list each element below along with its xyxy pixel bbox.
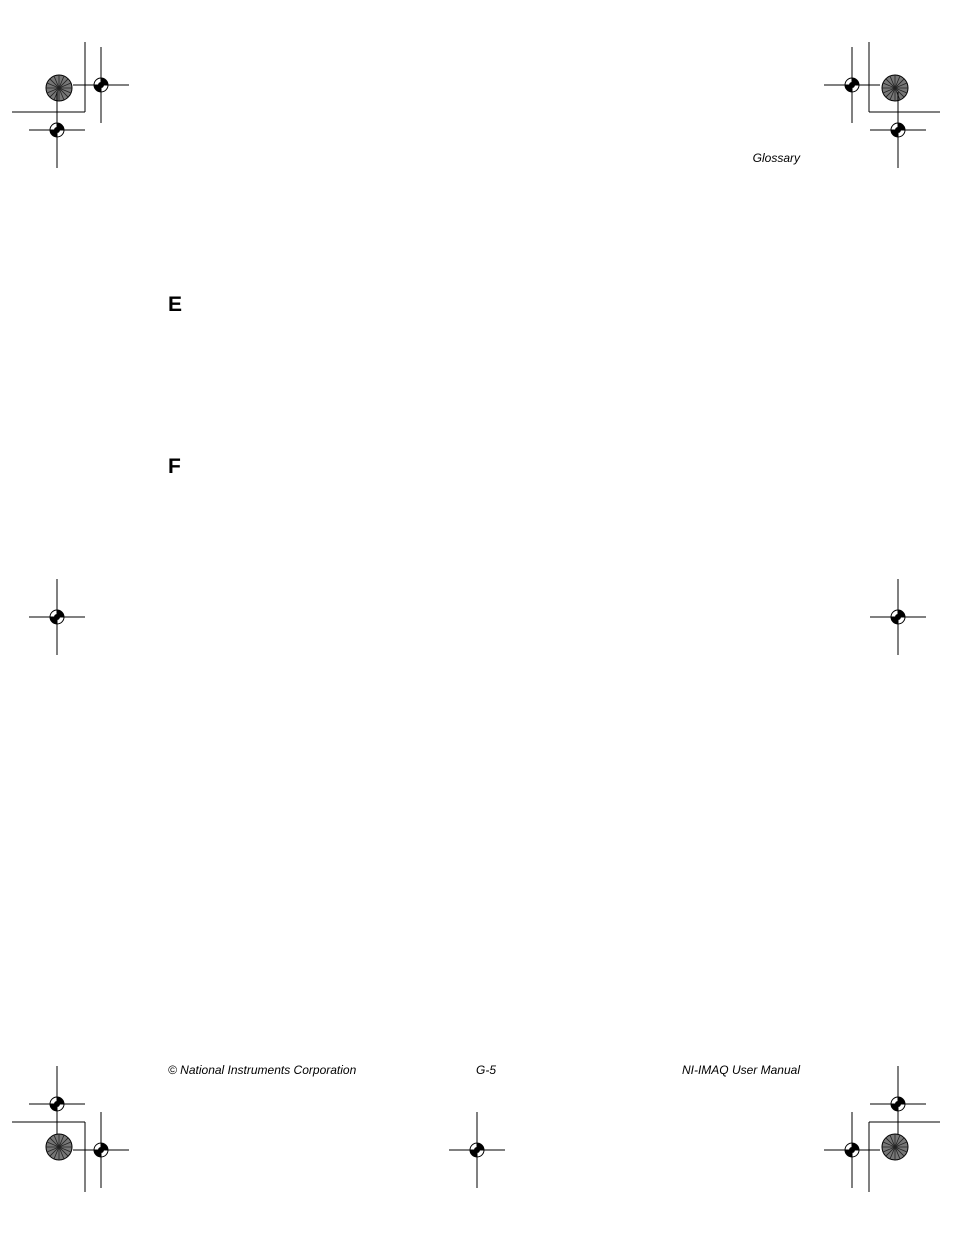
footer-manual-title: NI-IMAQ User Manual bbox=[681, 1063, 800, 1077]
registration-crosshair-icon bbox=[449, 1112, 505, 1188]
running-header-title: Glossary bbox=[752, 151, 800, 165]
registration-crosshair-icon bbox=[824, 1112, 880, 1188]
registration-crosshair-icon bbox=[29, 1066, 85, 1142]
registration-crosshair-icon bbox=[73, 1112, 129, 1188]
registration-star-icon bbox=[882, 1134, 908, 1160]
registration-crosshair-icon bbox=[29, 579, 85, 655]
registration-crosshair-icon bbox=[870, 1066, 926, 1142]
registration-star-icon bbox=[882, 75, 908, 101]
footer-page-number: G-5 bbox=[476, 1063, 497, 1077]
glossary-section-letter-e: E bbox=[168, 293, 183, 316]
registration-crosshair-icon bbox=[870, 579, 926, 655]
footer-copyright: © National Instruments Corporation bbox=[168, 1063, 357, 1077]
glossary-section-letter-f: F bbox=[168, 455, 181, 478]
registration-crosshair-icon bbox=[870, 92, 926, 168]
registration-star-icon bbox=[46, 1134, 72, 1160]
registration-star-icon bbox=[46, 75, 72, 101]
registration-crosshair-icon bbox=[29, 92, 85, 168]
